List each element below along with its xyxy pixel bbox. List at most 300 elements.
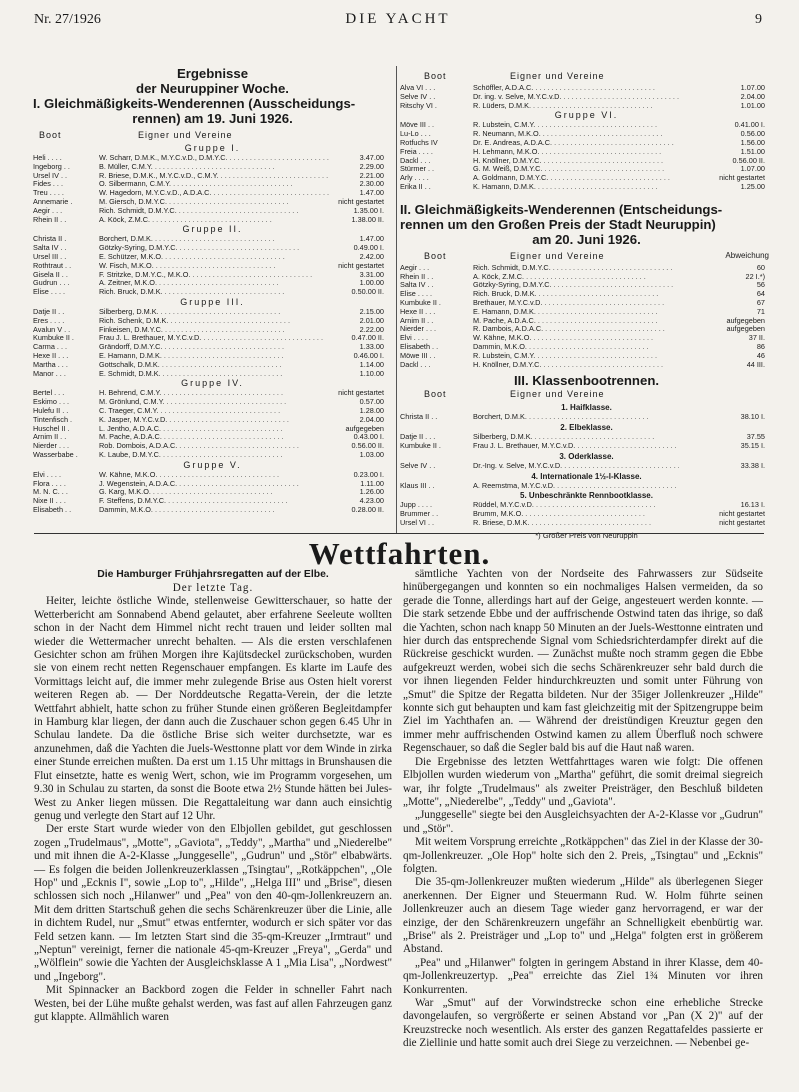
boat-name: Elisabeth . . <box>33 504 72 514</box>
boat-name: Christa II . . <box>400 412 438 422</box>
results-left-column <box>33 66 392 515</box>
article-right-paragraphs <box>403 568 763 1051</box>
section-rule <box>34 533 764 534</box>
boat-name: Martha . . . <box>33 359 68 369</box>
result-value: nicht gestartet <box>719 517 765 527</box>
article-subsubhead: Der letzte Tag. <box>172 582 254 594</box>
paragraph: Heiter, leichte östliche Winde, stellenweise Gewitterschauer, so hatte der Wetterbericht am Sonnabend Abend gelautet, aber erfahrene Seeleute wollten schon in der Nacht dem Himmel nicht recht trauen und leider sollten mal wieder die Wettermacher unrecht behalten. — Als die ersten verschlafenen Gesichter schon am frühen Morgen ihre Kajütsdeckel zurückschoben, wurden sie von einem recht netten Regenschauer empfangen. Es klarte im Laufe des Vormittags leicht auf, die immer mehr zulegende Brise aus Osten hielt vorerst weiteren Regen ab. — Der Norddeutsche Regatta-Verein, der die letzte Wettfahrt abhielt, hatte schon zu früher Stunde einen größeren Begleitdampfer in Hamburg klar liegen, der dann auch die Zuschauer schon gegen 6.45 Uhr in Schulau landete. Da die östliche Brise sich weiter durchsetzte, war es anzunehmen, daß die Yachten die Juels-Westtonne platt vor dem Winde in zirka einer Stunde erreichen mußten. Da erst um 1.15 Uhr mittags in Brunshausen die Flut einsetzte, hatte es wenig Wert, schon, wie im Programm vorgesehen, um 9.30 in Schulau zu starten, da sonst die Boote etwa 2½ Stunde hätten bei Jules-West zu Anker liegen müssen. Die Regattaleitung war dann auch einsichtig genug und verlegte den Start auf 12 Uhr. <box>34 595 392 822</box>
result-value: 35.15 I. <box>740 440 765 450</box>
boat-name: Arly . . . . <box>400 173 429 183</box>
owner-club: A. Zeitner, M.K.O. . . . <box>99 279 329 288</box>
owner-club: A. Köck, Z.M.C. . . . <box>473 273 679 282</box>
table-row <box>400 299 773 308</box>
result-value: 2.21.00 <box>359 170 384 180</box>
owner-club: A. Köck, Z.M.C. . . . <box>99 216 329 225</box>
boat-name: Hulefu II . . <box>33 405 69 415</box>
boat-name: Christa II . <box>33 234 67 244</box>
paragraph: Die 35-qm-Jollenkreuzer mußten wiederum „Hilde" als überlegenen Sieger anerkennen. Der Eigner und Steuermann Rud. W. Holm führte seinen Jollenkreuzer auch an diesem Tage wieder ganz hervorragend, er war der einzige, der den Schärenkreuzern ungefähr an Schnelligkeit ebenbürtig war. „Brise" als 2. Preisträger und „Lop to" und „Helga" folgten erst in größerem Abstand. <box>403 876 763 956</box>
col-boot: Boot <box>39 130 62 140</box>
result-value: 1.00.00 <box>359 278 384 288</box>
table-row <box>400 102 773 111</box>
owner-club: Dammin, M.K.O. . . . <box>99 506 329 515</box>
boat-name: Ursel III . . <box>33 251 67 261</box>
owner-club: H. Knöllner, D.M.Y.C. . . . <box>473 157 679 166</box>
paragraph: sämtliche Yachten von der Nordseite des Fahrwassers zur Südseite hinübergegangen und konnten so ein nochmaliges Halsen vermeiden, da so gerade die Tonne, allerdings hart auf der Geige, angesteuert werden konnte. — Die stark setzende Ebbe und der auffrischende Ostwind taten das ihrige, so daß die Yachten, schon nach knapp 50 Minuten an der Juels-Westtonne eintraten und hier durch das entsprechende Signal vom Schiedsrichterdampfer direkt auf die Rückreise geschickt wurden. — Zunächst mußte noch stramm gegen die Ebbe aufgekreuzt werden, wobei sich die sechs Schärenkreuzer sehr bald durch die vor ihnen liegenden Felder hindurchkreuzten und somit unter Führung von „Smut" die Spitze der Regatta bildeten. Nur der 35iger Jollenkreuzer „Hilde" konnte sich gut behaupten und kam fast gleichzeitig mit der Spitzengruppe beim Ziel im Yachthafen an. — Während der dreistündigen Kreuztur gegen den immer mehr auffrischenden Ostwind kamen zu allem Überfluß noch schwere Regenschauer, so daß die Segler bald bis auf die Haut naß waren. <box>403 568 763 755</box>
owner-club: R. Lubstein, C.M.Y. . . . <box>473 352 679 361</box>
table-row <box>33 326 392 335</box>
race-title-2c: am 20. Juni 1926. <box>532 231 641 247</box>
article-title: Wettfahrten. <box>308 536 491 571</box>
col-boot-right: Boot <box>424 71 447 81</box>
table-row <box>400 442 773 451</box>
result-value: 1.47.00 <box>359 188 384 198</box>
class-label: 3. Oderklasse. <box>559 451 614 461</box>
boat-name: Alva VI . . . <box>400 83 436 92</box>
table-row <box>33 451 392 460</box>
owner-club: Schöffler, A.D.A.C. . . . <box>473 84 679 93</box>
table-row <box>33 407 392 416</box>
owner-club: Silberberg, D.M.K. . . . <box>99 308 329 317</box>
result-value: nicht gestartet <box>719 509 765 519</box>
class-label: 2. Elbeklasse. <box>560 423 613 433</box>
boat-name: Eres . . . . <box>33 315 65 325</box>
table-row <box>400 343 773 352</box>
boat-name: Fides . . . <box>33 179 64 189</box>
result-value: 1.47.00 <box>359 234 384 244</box>
result-value: 2.04.00 <box>740 91 765 101</box>
result-value: 64 <box>756 289 765 299</box>
table-row <box>400 334 773 343</box>
result-value: 1.38.00 II. <box>351 214 384 224</box>
boat-name: Stürmer . . <box>400 164 435 174</box>
boat-name: Tintenfisch . <box>33 414 73 424</box>
owner-club: E. Hamann, D.M.K. . . . <box>99 352 329 361</box>
table-row <box>33 172 392 181</box>
result-value: 0.46.00 I. <box>353 350 384 360</box>
table-row <box>33 271 392 280</box>
result-value: 86 <box>756 341 765 351</box>
table-row <box>33 361 392 370</box>
boat-name: Ritschy VI . <box>400 100 437 110</box>
boat-name: Elvi . . . . <box>33 469 61 479</box>
boat-name: Ingeborg . . <box>33 161 70 171</box>
boat-name: Elisabeth . . <box>400 341 439 351</box>
col-owner-ii: Eigner und Vereine <box>510 250 605 261</box>
table-row <box>33 416 392 425</box>
table-row <box>400 130 773 139</box>
col-deviation: Abweichung <box>725 250 769 260</box>
paragraph: War „Smut" auf der Vorwindstrecke schon eine erhebliche Strecke davongelaufen, so vergrößerte er seinen Abstand vor „Pan (X 2)" auf der Kreuzstrecke noch wesentlich. Als erster des ganzen Regattafeldes passierte er die Ziellinie und hatte somit auch drei Siege zu verzeichnen. — Nebenbei ge- <box>403 997 763 1050</box>
table-row <box>33 442 392 451</box>
table-row <box>33 488 392 497</box>
result-value: 37 II. <box>748 333 765 343</box>
boat-name: Hexe II . . . <box>400 306 436 316</box>
table-row <box>400 482 773 491</box>
table-row <box>400 84 773 93</box>
owner-club: K. Jasper, M.Y.C.v.D. . . . <box>99 416 329 425</box>
race-title-1b: rennen) am 19. Juni 1926. <box>132 111 293 126</box>
owner-club: Brethauer, M.Y.C.v.D. . . . <box>473 299 679 308</box>
result-value: 3.31.00 <box>359 269 384 279</box>
owner-club: M. Giersch, D.M.Y.C. . . . <box>99 198 329 207</box>
result-value: 0.41.00 I. <box>734 120 765 130</box>
boat-name: Ursel IV . . <box>33 170 68 180</box>
group-label: Gruppe IV. <box>181 378 244 389</box>
boat-name: Dackl . . . <box>400 155 431 165</box>
owner-club: R. Neumann, M.K.O. . . . <box>473 130 679 139</box>
table-row <box>400 281 773 290</box>
result-value: 44 III. <box>746 359 765 369</box>
results-title-2: der Neuruppiner Woche. <box>136 81 289 96</box>
group-label: Gruppe I. <box>184 143 241 153</box>
result-value: 0.23.00 I. <box>353 469 384 479</box>
owner-club: R. Briese, D.M.K. . . . <box>473 519 679 528</box>
table-row <box>400 290 773 299</box>
table-row <box>400 121 773 130</box>
boat-name: Kumbuke II . <box>33 333 74 343</box>
result-value: nicht gestartet <box>338 196 384 206</box>
owner-club: Rich. Bruck, D.M.K. . . . <box>473 290 679 299</box>
owner-club: E. Hamann, D.M.K. . . . <box>473 308 679 317</box>
owner-club: Rich. Bruck, D.M.K. . . . <box>99 288 329 297</box>
boat-name: Kumbuke II . <box>400 297 441 307</box>
table-row <box>33 235 392 244</box>
table-row <box>400 139 773 148</box>
result-value: 1.01.00 <box>740 100 765 110</box>
table-row <box>33 317 392 326</box>
result-value: 2.29.00 <box>359 161 384 171</box>
table-row <box>33 471 392 480</box>
result-value: 0.43.00 I. <box>353 432 384 442</box>
owner-club: Silberberg, D.M.K. . . . <box>473 433 679 442</box>
boat-name: Huschel II . <box>33 423 70 433</box>
owner-club: F. Steffens, D.M.Y.C. . . . <box>99 497 329 506</box>
boat-name: Rhein II . . <box>33 214 67 224</box>
owner-club: Gottschalk, D.M.K. . . . <box>99 361 329 370</box>
owner-club: H. Lehmann, M.K.O. . . . <box>473 148 679 157</box>
owner-club: Rich. Schmidt, D.M.Y.C. . . . <box>473 264 679 273</box>
boat-name: Avalun V . . <box>33 324 71 334</box>
owner-club: R. Dambois, A.D.A.C. . . . <box>473 325 679 334</box>
column-divider <box>396 66 397 533</box>
result-value: aufgegeben <box>345 423 384 433</box>
result-value: 1.10.00 <box>359 368 384 378</box>
boat-name: Gisela II . . <box>33 269 68 279</box>
owner-club: Rich. Schenk, D.M.K. . . . <box>99 317 329 326</box>
table-row <box>400 264 773 273</box>
owner-club: Rüddel, M.Y.C.v.D. . . . <box>473 501 679 510</box>
result-value: 71 <box>756 306 765 316</box>
result-value: 16.13 I. <box>740 500 765 510</box>
boat-name: Bertel . . . <box>33 388 65 398</box>
boat-name: Jupp . . . . <box>400 500 433 510</box>
result-value: 0.50.00 II. <box>351 287 384 297</box>
race-title-1a: I. Gleichmäßigkeits-Wenderennen (Ausscheidungs- <box>33 96 356 111</box>
result-value: 1.56.00 <box>740 137 765 147</box>
result-value: 1.11.00 <box>360 478 384 488</box>
result-value: 0.28.00 II. <box>351 504 384 514</box>
owner-club: E. Schmidt, D.M.K. . . . <box>99 370 329 379</box>
result-value: nicht gestartet <box>338 260 384 270</box>
table-row <box>33 262 392 271</box>
result-value: 22 I.*) <box>745 271 765 281</box>
owner-club: Frau J. L. Brethauer, M.Y.C.v.D. . . . <box>473 442 679 451</box>
result-value: 3.47.00 <box>359 153 384 162</box>
table-row <box>33 180 392 189</box>
result-value: aufgegeben <box>726 324 765 334</box>
result-value: 1.51.00 <box>740 146 765 156</box>
race-2-rows <box>400 264 773 370</box>
boat-name: Salta IV . . <box>33 243 67 253</box>
result-value: 1.03.00 <box>359 449 384 459</box>
group-label: Gruppe III. <box>180 296 245 307</box>
owner-club: Frau J. L. Brethauer, M.Y.C.v.D. . . . <box>99 334 329 343</box>
owner-club: A. Reemstma, M.Y.C.v.D. . . . <box>473 482 679 491</box>
result-value: 2.01.00 <box>359 315 384 325</box>
table-row <box>33 207 392 216</box>
race-title-3: III. Klassenbootrennen. <box>513 373 660 389</box>
issue-number: Nr. 27/1926 <box>34 12 101 27</box>
table-header-right <box>400 70 773 84</box>
table-row <box>33 370 392 379</box>
table-header-ii <box>400 250 773 264</box>
result-value: 2.22.00 <box>359 324 384 334</box>
owner-club: H. Knöllner, D.M.Y.C. . . . <box>473 361 679 370</box>
left-results-groups <box>33 143 392 515</box>
class-label: 5. Unbeschränkte Rennbootklasse. <box>520 491 653 501</box>
owner-club: Borchert, D.M.K. . . . <box>473 413 679 422</box>
boat-name: Rhein II . . <box>400 271 434 281</box>
boat-name: Nierder . . . <box>33 441 70 451</box>
result-value: nicht gestartet <box>338 388 384 398</box>
owner-club: G. M. Weiß, D.M.Y.C. . . . <box>473 165 679 174</box>
table-row <box>400 165 773 174</box>
owner-club: Rob. Dombois, A.D.A.C. . . . <box>99 442 329 451</box>
table-row <box>400 433 773 442</box>
table-row <box>33 308 392 317</box>
owner-club: Götzky-Syring, D.M.Y.C. . . . <box>473 281 679 290</box>
boat-name: Kumbuke II . <box>400 440 441 450</box>
result-value: 2.04.00 <box>359 414 384 424</box>
owner-club: E. Schützer, M.K.O. . . . <box>99 253 329 262</box>
boat-name: Annemarie . <box>33 196 73 206</box>
result-value: 67 <box>756 297 765 307</box>
owner-club: Götzky-Syring, D.M.Y.C. . . . <box>99 244 329 253</box>
result-value: 1.33.00 <box>359 342 384 352</box>
owner-club: Brumm, M.K.O. . . . <box>473 510 679 519</box>
paragraph: Mit weitem Vorsprung erreichte „Rotkäppchen" das Ziel in der Klasse der 30-qm-Jollenkreuzer. „Ole Hop" holte sich den 2. Preis, „Tsingtau" und „Ecknis" folgten. <box>403 836 763 875</box>
table-row <box>33 154 392 163</box>
owner-club: Dr.-Ing. v. Selve, M.Y.C.v.D. . . . <box>473 462 679 471</box>
owner-club: Dr. ing. v. Selve, M.Y.C.v.D. . . . <box>473 93 679 102</box>
table-row <box>400 352 773 361</box>
table-header <box>33 129 392 143</box>
boat-name: Elise . . . . <box>400 289 433 299</box>
article-left-paragraphs <box>34 595 392 1024</box>
owner-club: A. Goldmann, D.M.Y.C. . . . <box>473 174 679 183</box>
boat-name: Selve IV . . <box>400 460 436 470</box>
boat-name: Selve IV . . <box>400 91 436 101</box>
table-row <box>33 398 392 407</box>
table-row <box>400 148 773 157</box>
table-row <box>400 519 773 528</box>
table-row <box>33 163 392 172</box>
result-value: 0.56.00 II. <box>351 441 384 451</box>
boat-name: Möwe III . . <box>400 350 436 360</box>
table-row <box>33 433 392 442</box>
table-row <box>400 462 773 471</box>
result-value: 1.35.00 I. <box>353 205 384 215</box>
result-value: 33.38 I. <box>740 460 765 470</box>
group-6-rows <box>400 121 773 191</box>
owner-club: Borchert, D.M.K. . . . <box>99 235 329 244</box>
result-value: 4.23.00 <box>359 496 384 506</box>
boat-name: Aegir . . . <box>33 205 63 215</box>
boat-name: Arnim II . . <box>33 432 67 442</box>
results-right-column <box>400 72 773 540</box>
owner-club: M. Grönlund, C.M.Y. . . . <box>99 398 329 407</box>
col-owner-right: Eigner und Vereine <box>510 71 605 81</box>
result-value: 1.26.00 <box>359 487 384 497</box>
owner-club: Dammin, M.K.O. . . . <box>473 343 679 352</box>
col-owner-iii: Eigner und Vereine <box>510 389 605 400</box>
col-boot-ii: Boot <box>424 250 447 261</box>
boat-name: Gudrun . . . <box>33 278 70 288</box>
boat-name: Lu-Lo . . . <box>400 129 431 139</box>
boat-name: Klaus III . . <box>400 480 435 490</box>
table-row <box>400 325 773 334</box>
table-row <box>400 93 773 102</box>
boat-name: Wasserbabe . <box>33 449 78 459</box>
class-label: 4. Internationale 1½-l-Klasse. <box>531 471 642 481</box>
table-header-iii <box>400 388 773 402</box>
owner-club: Grändorff, D.M.Y.C. . . . <box>99 343 329 352</box>
owner-club: G. Karg, M.K.O. . . . <box>99 488 329 497</box>
page-number: 9 <box>755 12 762 27</box>
table-row <box>400 157 773 166</box>
race-title-2a: II. Gleichmäßigkeits-Wenderennen (Entscheidungs- <box>400 201 723 217</box>
owner-club: H. Behrend, C.M.Y. . . . <box>99 389 329 398</box>
table-row <box>400 361 773 370</box>
owner-club: M. Pache, A.D.A.C. . . . <box>473 317 679 326</box>
result-value: 1.28.00 <box>359 405 384 415</box>
result-value: 1.07.00 <box>740 164 765 174</box>
table-row <box>33 198 392 207</box>
result-value: 2.42.00 <box>359 251 384 261</box>
boat-name: Erika II . . <box>400 181 431 191</box>
boat-name: Hexe II . . . <box>33 350 69 360</box>
table-row <box>33 279 392 288</box>
owner-club: W. Fisch, M.K.O. . . . <box>99 262 329 271</box>
race-3-classes <box>400 402 773 527</box>
group-label: Gruppe VI. <box>554 110 619 121</box>
article-left-column <box>34 568 392 1024</box>
owner-club: J. Wegenstein, A.D.A.C. . . . <box>99 480 329 489</box>
page-header <box>34 10 762 34</box>
result-value: 60 <box>756 262 765 272</box>
boat-name: Nierder . . . <box>400 324 437 334</box>
table-row <box>33 389 392 398</box>
boat-name: Rotfuchs IV <box>400 137 438 147</box>
table-row <box>33 244 392 253</box>
right-top-rows <box>400 84 773 110</box>
table-row <box>33 216 392 225</box>
result-value: aufgegeben <box>726 315 765 325</box>
article-subhead: Die Hamburger Frühjahrsregatten auf der Elbe. <box>97 569 329 580</box>
owner-club: O. Silbermann, C.M.Y. . . . <box>99 180 329 189</box>
boat-name: Möve III . . <box>400 120 435 130</box>
owner-club: W. Hagedorn, M.Y.C.v.D., A.D.A.C. . . . <box>99 189 329 198</box>
table-row <box>33 288 392 297</box>
boat-name: Datje II . . <box>33 306 65 316</box>
owner-club: Finkeisen, D.M.Y.C. . . . <box>99 326 329 335</box>
boat-name: Carma . . . <box>33 342 68 352</box>
owner-club: W. Kähne, M.K.O. . . . <box>99 471 329 480</box>
owner-club: M. Pache, A.D.A.C. . . . <box>99 433 329 442</box>
paragraph: „Junggeselle" siegte bei den Ausgleichsyachten der A-2-Klasse vor „Gudrun" und „Stör". <box>403 809 763 835</box>
table-row <box>33 480 392 489</box>
paragraph: „Pea" und „Hilanwer" folgten in geringem Abstand in ihrer Klasse, dem 40-qm-Jollenkreuzertyp. „Pea" erreichte das Ziel 1¾ Minuten vor ihren Konkurrenten. <box>403 956 763 996</box>
table-row <box>400 308 773 317</box>
boat-name: Nixe II . . . <box>33 496 66 506</box>
table-row <box>33 425 392 434</box>
result-value: 37.55 <box>746 432 765 442</box>
result-value: 38.10 I. <box>740 412 765 422</box>
table-row <box>400 174 773 183</box>
paragraph: Mit Spinnacker an Backbord zogen die Felder in schneller Fahrt nach Westen, bei der Lühe mußte gehalst werden, was fast auf allen Fahrzeugen ganz gut klappte. Allmählich waren <box>34 984 392 1023</box>
result-value: 1.07.00 <box>740 83 765 92</box>
article-right-column <box>403 568 763 1051</box>
result-value: nicht gestartet <box>719 173 765 183</box>
boat-name: Freia . . . . <box>400 146 433 156</box>
owner-club: B. Müller, C.M.Y. . . . <box>99 163 329 172</box>
table-row <box>400 273 773 282</box>
results-title-1: Ergebnisse <box>176 66 249 81</box>
result-value: 56 <box>756 280 765 290</box>
group-label: Gruppe V. <box>183 459 242 470</box>
owner-club: C. Traeger, C.M.Y. . . . <box>99 407 329 416</box>
group-label: Gruppe II. <box>182 224 243 235</box>
owner-club: L. Jentho, A.D.A.C. . . . <box>99 425 329 434</box>
class-label: 1. Haifklasse. <box>561 403 612 413</box>
table-row <box>33 343 392 352</box>
boat-name: Elvi . . . . <box>400 333 428 343</box>
table-row <box>400 183 773 192</box>
table-row <box>33 497 392 506</box>
boat-name: Ursel VI . . <box>400 517 435 527</box>
owner-club: W. Kähne, M.K.O. . . . <box>473 334 679 343</box>
boat-name: Elise . . . . <box>33 287 66 297</box>
owner-club: K. Laube, D.M.Y.C. . . . <box>99 451 329 460</box>
result-value: 1.14.00 <box>359 359 384 369</box>
boat-name: Dackl . . . <box>400 359 431 369</box>
result-value: 2.15.00 <box>359 306 384 316</box>
boat-name: Rothtraut . . <box>33 260 72 270</box>
boat-name: Eskimo . . . <box>33 397 70 407</box>
boat-name: Datje II . . . <box>400 432 436 442</box>
table-row <box>33 352 392 361</box>
table-row <box>400 510 773 519</box>
owner-club: K. Hamann, D.M.K. . . . <box>473 183 679 192</box>
footnote: *) Großer Preis von Neuruppin <box>535 530 638 540</box>
result-value: 0.56.00 <box>740 129 765 139</box>
result-value: 2.30.00 <box>359 179 384 189</box>
result-value: 0.47.00 II. <box>351 333 384 343</box>
boat-name: Flora . . . . <box>33 478 66 488</box>
boat-name: Heli . . . . <box>33 153 62 162</box>
col-owner: Eigner und Vereine <box>138 130 233 140</box>
boat-name: M. N. C. . . <box>33 487 68 497</box>
